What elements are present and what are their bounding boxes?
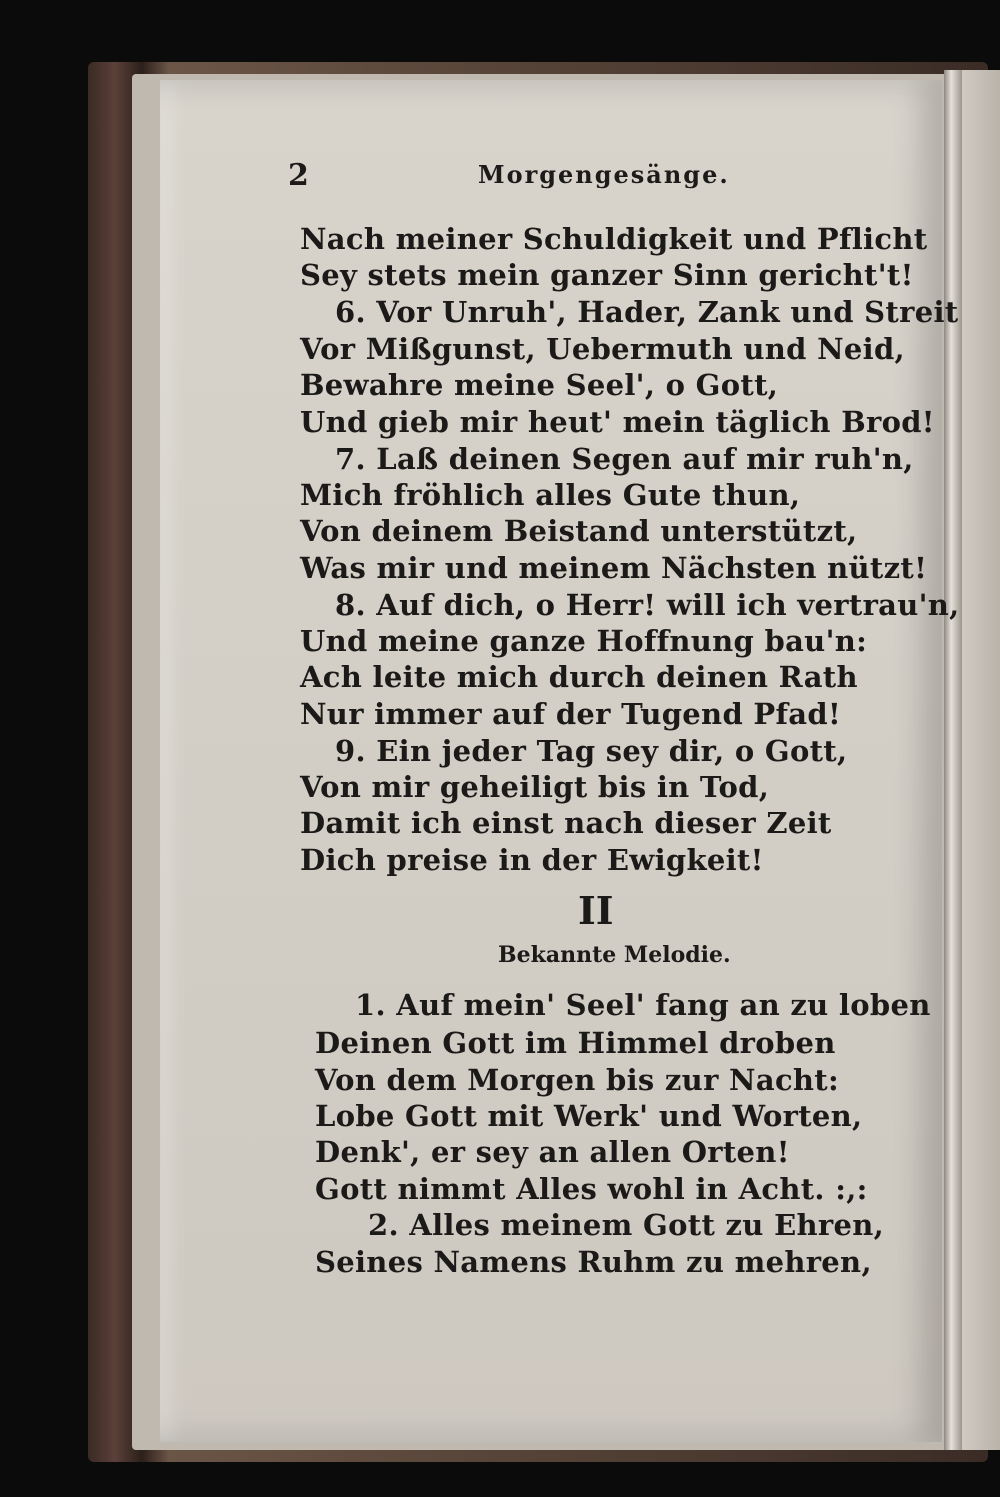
verse-line: Von deinem Beistand unterstützt,	[300, 514, 858, 548]
verse-line: Bewahre meine Seel', o Gott,	[300, 368, 779, 402]
verse-line: Ach leite mich durch deinen Rath	[300, 660, 858, 694]
verse-line: Lobe Gott mit Werk' und Worten,	[315, 1099, 863, 1133]
verse-line: Denk', er sey an allen Orten!	[315, 1135, 790, 1169]
verse-line: Dich preise in der Ewigkeit!	[300, 843, 764, 877]
facing-page-edge	[962, 70, 1000, 1450]
verse-line: Damit ich einst nach dieser Zeit	[300, 806, 832, 840]
book-gutter	[944, 70, 962, 1450]
running-title: Morgengesänge.	[478, 160, 730, 189]
verse-line: 9. Ein jeder Tag sey dir, o Gott,	[335, 734, 848, 768]
verse-line: Was mir und meinem Nächsten nützt!	[300, 551, 928, 585]
verse-line: Gott nimmt Alles wohl in Acht. :,:	[315, 1172, 868, 1206]
verse-line: Mich fröhlich alles Gute thun,	[300, 478, 801, 512]
verse-line: 2. Alles meinem Gott zu Ehren,	[368, 1208, 884, 1242]
verse-line: Deinen Gott im Himmel droben	[315, 1026, 836, 1060]
page-number: 2	[288, 158, 309, 193]
page-header	[288, 158, 730, 198]
hymn-numeral: II	[578, 888, 614, 933]
verse-line: Und gieb mir heut' mein täglich Brod!	[300, 405, 935, 439]
verse-line: 8. Auf dich, o Herr! will ich vertrau'n,	[335, 588, 960, 622]
verse-line: Von dem Morgen bis zur Nacht:	[315, 1063, 839, 1097]
verse-line: Sey stets mein ganzer Sinn gericht't!	[300, 258, 914, 292]
melody-note: Bekannte Melodie.	[498, 942, 731, 968]
verse-line: Seines Namens Ruhm zu mehren,	[315, 1245, 872, 1279]
verse-line: 6. Vor Unruh', Hader, Zank und Streit	[335, 295, 959, 329]
verse-line: 7. Laß deinen Segen auf mir ruh'n,	[335, 442, 914, 476]
verse-line: Nur immer auf der Tugend Pfad!	[300, 697, 841, 731]
verse-line: Nach meiner Schuldigkeit und Pflicht	[300, 222, 928, 256]
verse-line: Vor Mißgunst, Uebermuth und Neid,	[300, 332, 905, 366]
verse-line: Von mir geheiligt bis in Tod,	[300, 770, 770, 804]
verse-line: 1. Auf mein' Seel' fang an zu loben	[355, 988, 931, 1022]
verse-line: Und meine ganze Hoffnung bau'n:	[300, 624, 868, 658]
